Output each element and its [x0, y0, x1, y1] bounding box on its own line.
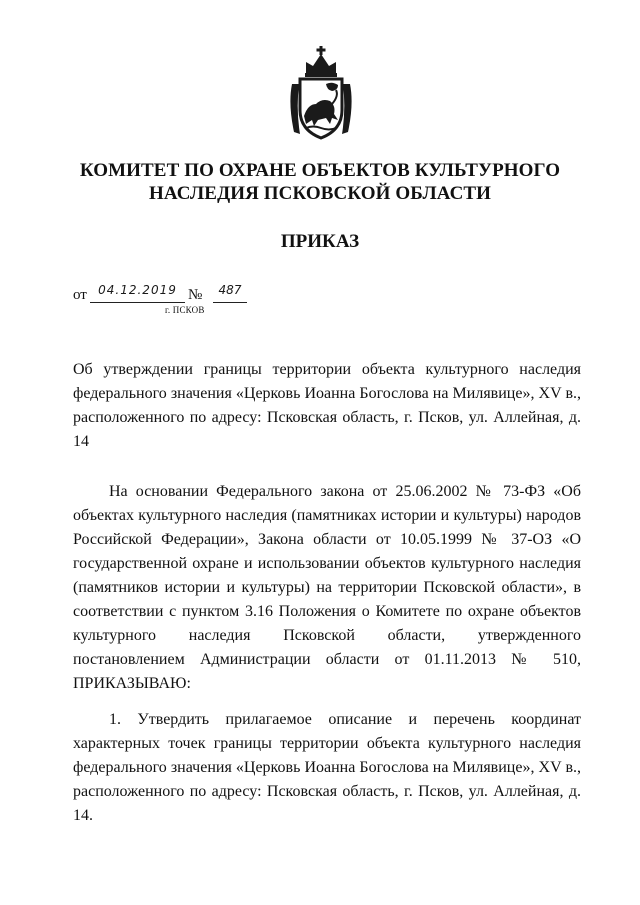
order-date-label: от: [73, 287, 87, 303]
order-subject: Об утверждении границы территории объекта культурного наследия федерального значения «Церковь Иоанна Богослова на Милявице», XV в., расположенного по адресу: Псковская область, г. Псков, ул. Аллейная, д. 14: [73, 361, 581, 450]
order-line: [73, 283, 273, 323]
coat-of-arms-emblem: [286, 44, 356, 140]
order-number: 487: [213, 283, 247, 303]
order-number-label: №: [188, 287, 203, 303]
preamble-paragraph: На основании Федерального закона от 25.06.2002 № 73-ФЗ «Об объектах культурного наследия (памятниках истории и культуры) народов Российской Федерации», Закона области от 10.05.1999 № 37-ОЗ «О государственной охране и использовании объектов культурного наследия (памятников истории и культуры) на территории Псковской области», в соответствии с пунктом 3.16 Положения о Комитете по охране объектов культурного наследия Псковской области, утвержденного постановлением Администрации области от 01.11.2013 № 510, ПРИКАЗЫВАЮ:: [73, 483, 581, 692]
order-city: г. ПСКОВ: [165, 305, 205, 315]
order-date: 04.12.2019: [90, 283, 185, 303]
order-item-1: 1. Утвердить прилагаемое описание и перечень координат характерных точек границы территории объекта культурного наследия федерального значения «Церковь Иоанна Богослова на Милявице», XV в., расположенного по адресу: Псковская область, г. Псков, ул. Аллейная, д. 14.: [73, 711, 581, 824]
organization-title-line1: КОМИТЕТ ПО ОХРАНЕ ОБЪЕКТОВ КУЛЬТУРНОГО: [79, 160, 561, 181]
organization-title: [60, 159, 580, 205]
order-body: [73, 480, 581, 828]
organization-title-line2: НАСЛЕДИЯ ПСКОВСКОЙ ОБЛАСТИ: [148, 183, 492, 204]
document-type: ПРИКАЗ: [280, 231, 360, 252]
